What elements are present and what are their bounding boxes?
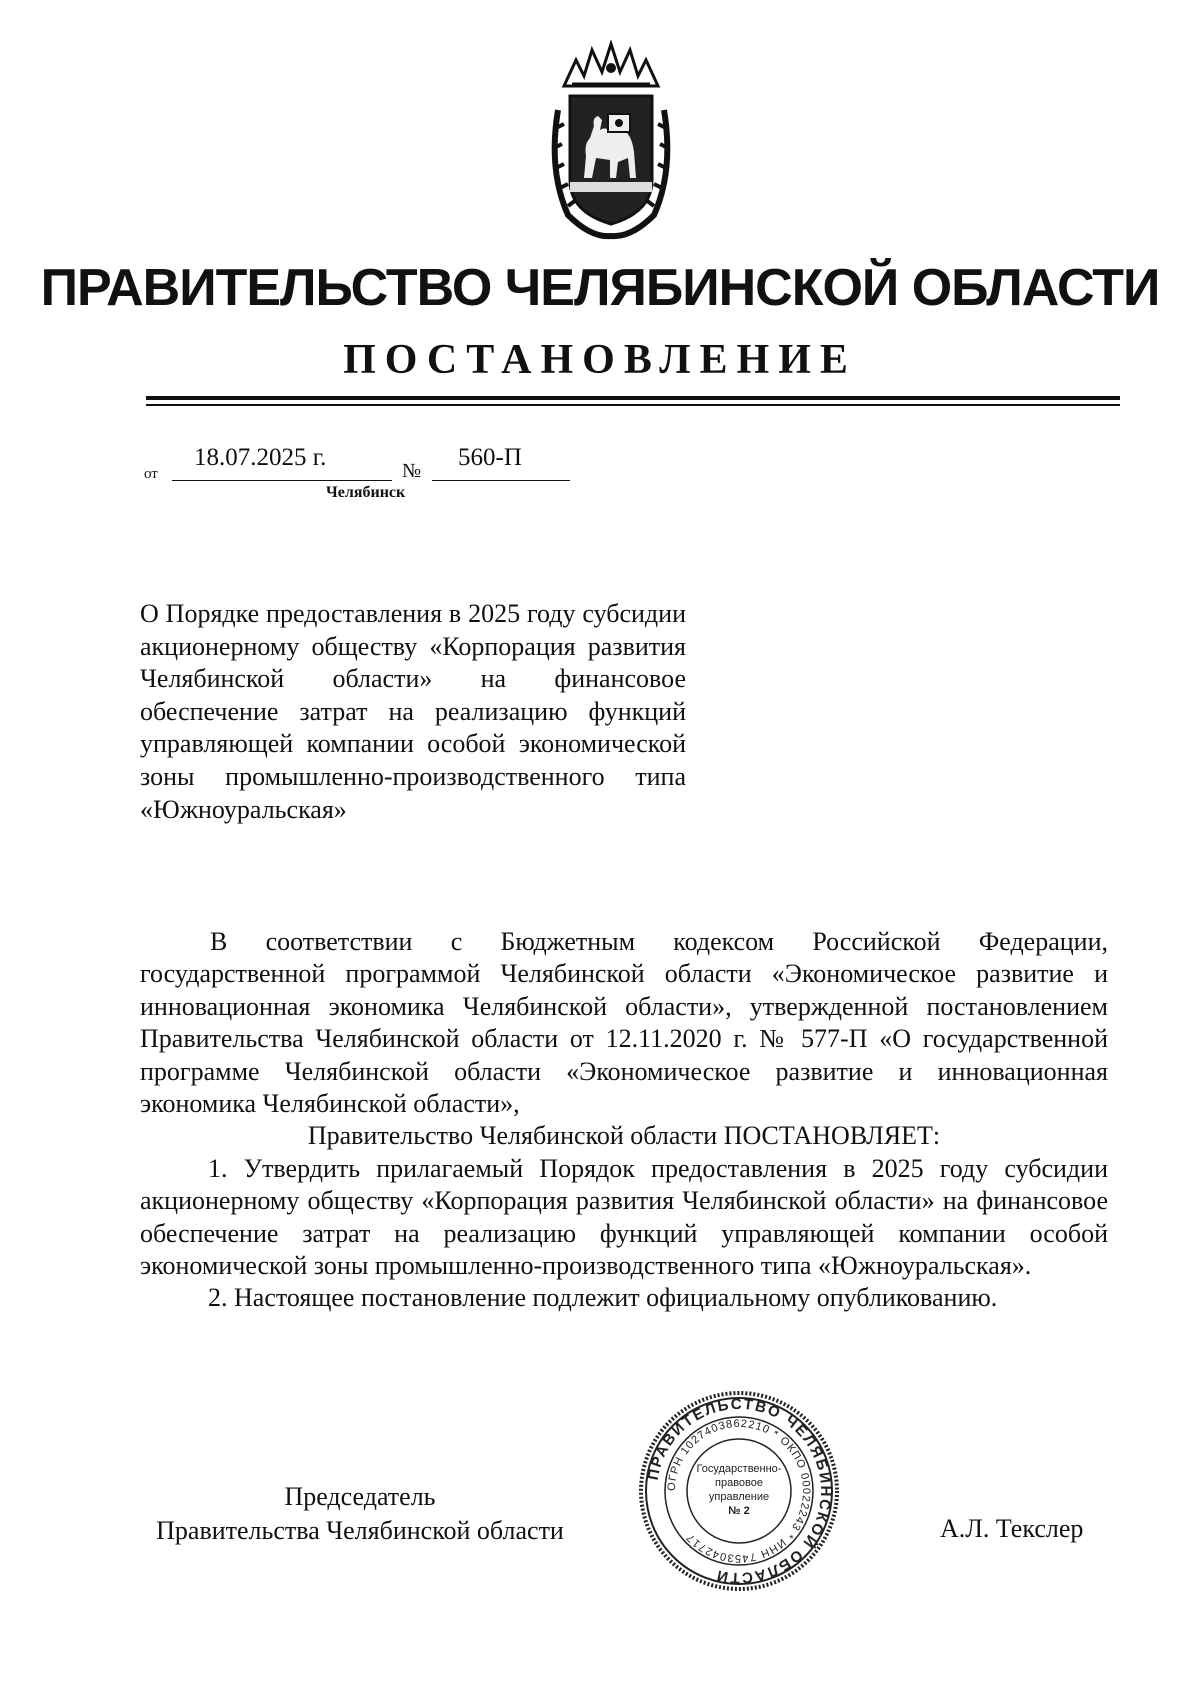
document-subject: О Порядке предоставления в 2025 году субсидии акционерному обществу «Корпорация развития Челябинской области» на финансовое обеспечение затрат на реализацию функций управляющей компании особой экономической зоны промышленно-производственного типа «Южноуральская»	[140, 599, 686, 824]
document-date: 18.07.2025 г.	[194, 444, 327, 471]
signer-title	[130, 1480, 590, 1548]
header-rule-thick	[146, 396, 1120, 400]
item-1-paragraph: 1. Утвердить прилагаемый Порядок предоставления в 2025 году субсидии акционерному обществу «Корпорация развития Челябинской области» на финансовое обеспечение затрат на реализацию функций управляющей компании особой экономической зоны промышленно-производственного типа «Южноуральская».	[140, 1153, 1108, 1281]
signer-name: А.Л. Текслер	[940, 1514, 1084, 1543]
stamp-center-line-3: управление	[708, 1491, 770, 1503]
organization-title: ПРАВИТЕЛЬСТВО ЧЕЛЯБИНСКОЙ ОБЛАСТИ	[40, 259, 1160, 317]
header-rule-thin	[146, 404, 1120, 406]
stamp-inner-text: ОГРН 1027403862210 * ОКПО 00022243 * ИНН 7453042717	[665, 1417, 813, 1565]
document-type: ПОСТАНОВЛЕНИЕ	[343, 337, 857, 383]
document-city: Челябинск	[326, 484, 406, 501]
date-underline	[172, 480, 392, 481]
coat-of-arms-icon	[546, 40, 676, 240]
preamble-paragraph: В соответствии с Бюджетным кодексом Российской Федерации, государственной программой Челябинской области «Экономическое развитие и инновационная экономика Челябинской области», утвержденной постановлением Правительства Челябинской области от 12.11.2020 г. № 577-П «О государственной программе Челябинской области «Экономическое развитие и инновационная экономика Челябинской области»,	[140, 927, 1108, 1119]
number-underline	[432, 480, 570, 481]
signer-title-line-1: Председатель	[284, 1482, 436, 1511]
stamp-center-line-2: правовое	[715, 1477, 763, 1489]
document-body	[140, 926, 1108, 1315]
document-number: 560-П	[458, 444, 522, 471]
stamp-center-line-4: № 2	[728, 1505, 750, 1517]
resolves-paragraph: Правительство Челябинской области ПОСТАНОВЛЯЕТ:	[307, 1121, 941, 1151]
signer-title-line-2: Правительства Челябинской области	[156, 1516, 564, 1545]
item-2-paragraph: 2. Настоящее постановление подлежит официальному опубликованию.	[208, 1283, 998, 1313]
date-prefix: от	[144, 466, 158, 482]
number-label: №	[402, 460, 422, 482]
stamp-outer-text: ПРАВИТЕЛЬСТВО ЧЕЛЯБИНСКОЙ ОБЛАСТИ	[644, 1395, 835, 1587]
official-stamp-icon	[638, 1390, 840, 1592]
stamp-center-line-1: Государственно-	[696, 1463, 782, 1475]
